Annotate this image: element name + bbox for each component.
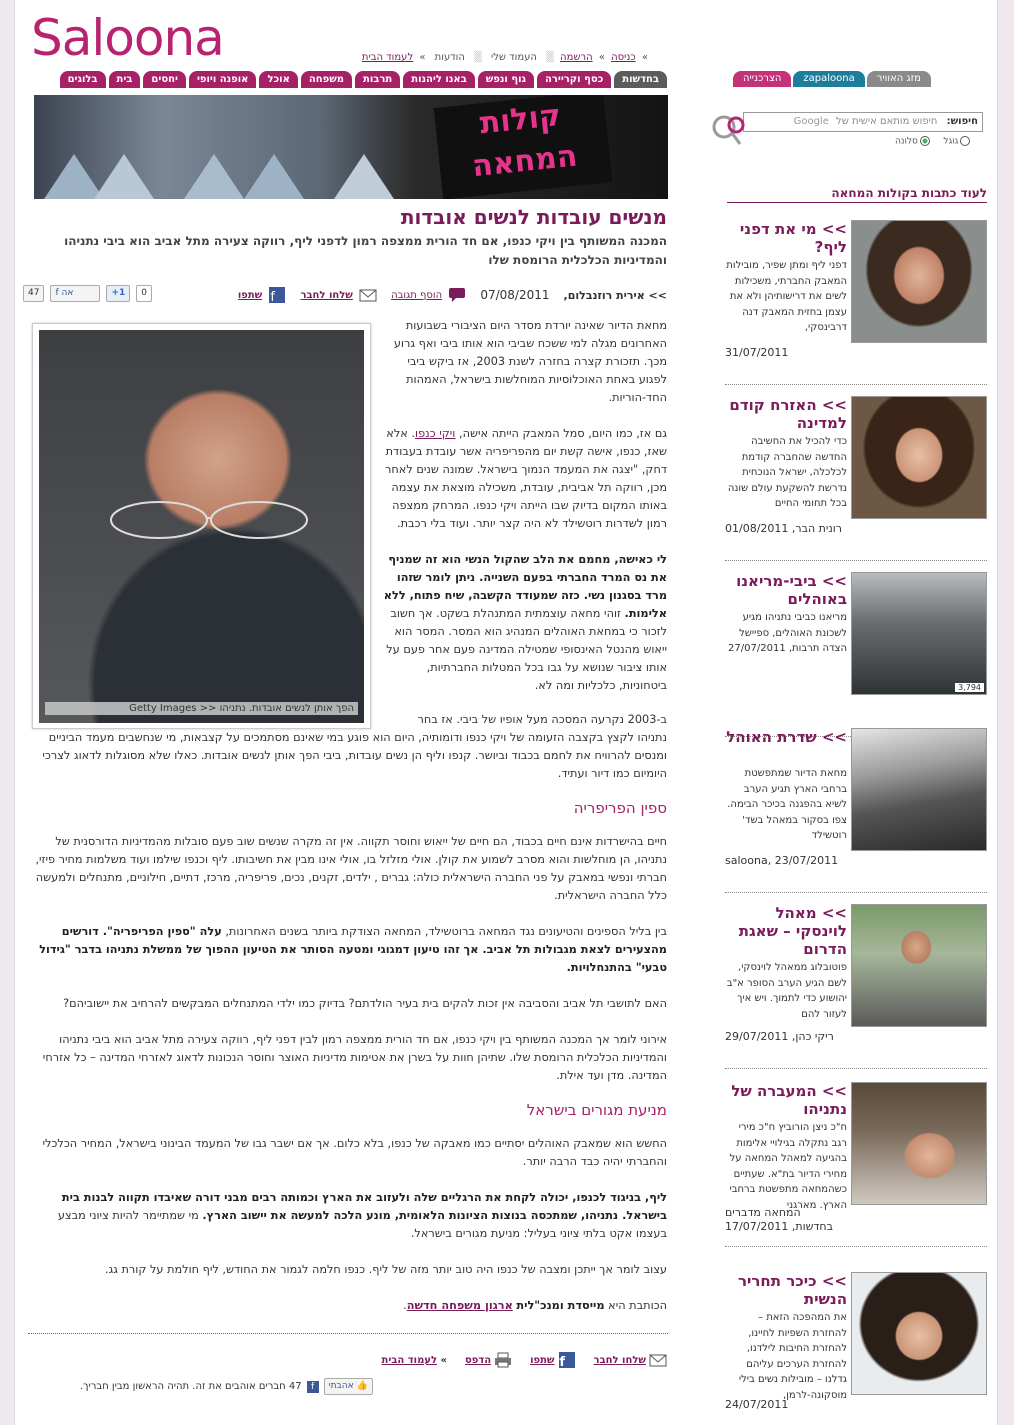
thumbnail-image [851,728,987,851]
article-title: מנשים עובדות לנשים אובדות [400,205,667,229]
paragraph: החשש הוא שמאבק האוהלים יסתיים כמו מאבקה של כנפו, בלא כלום. אך אם ישבר גבו של המעמד הבינוני בישראל, המחיר הכלכלי והחברתי יהיה כבד הרבה יותר. [42,1137,667,1168]
item-date: saloona, 23/07/2011 [725,854,839,867]
add-comment-link[interactable]: הוסף תגובה [391,287,466,303]
google-plus-button[interactable]: +1 [106,285,130,302]
tab-weather[interactable]: מזג האוויר [867,71,931,87]
article-date: 07/08/2011 [480,288,550,302]
paragraph: בין בליל הספינים והטיעונים נגד המחאה ברוטשילד, המחאה הצודקת ביותר בשנים האחרונות, עלה "ספין הפריפריה". דורשים מהצעירים לצאת מגבולות תל אביב. אך זהו טיעון דמגוגי ומטעה הסותר את הטיעון ההפוך של ממשלת נתניהו בדבר "גידול טבעי" בהתנחלויות. [39,925,667,974]
radio-saloona[interactable] [920,136,930,146]
paragraph: הכותבת היא מייסדת ומנכ"לית ארגון משפחה חדשה. [403,1299,667,1312]
sidebar-item[interactable] [725,572,987,737]
radio-google[interactable] [960,136,970,146]
breadcrumb: » כניסה » הרשמה ▒ העמוד שלי ▒ הודעות » לעמוד הבית [361,52,648,63]
envelope-icon [359,287,377,303]
paragraph: ליף, בניגוד לכנפו, יכולה לקחת את הרגליים שלה ולעזוב את הארץ וכמותה רבים מבני דורה שאיבדו תקווה לבנות בית בישראל. נתניהו, שמתכסה בנוצות הציונות הלאומית, מונע הלכה למעשה את יישוב הארץ. מי שמתיימר להיות ציוני מבצע בעצמו אקט בלתי ציוני בעליל: מניעת מגורים בישראל. [57,1191,667,1240]
bottom-home[interactable]: » לעמוד הבית [381,1354,447,1366]
item-desc: מחאת הדיור שמתפשטת ברחבי הארץ תגיע הערב לשיא בהפגנה בכיכר הבימה. צפו בסקור במאהל בשד' רוטשילד [727,768,847,841]
item-date: המחאה מדברים בחדשות, 17/07/2011 [725,1206,833,1233]
item-title[interactable]: >> המעברה של נתניהו [731,1082,847,1118]
thumbnail-image [851,396,987,519]
thumbnail-image [851,1272,987,1395]
thumbnail-image [851,220,987,343]
item-title[interactable]: >> מאהל לוינסקי – שאגת הדרום [738,904,847,958]
sidebar-item[interactable] [725,1082,987,1247]
nav-blogs[interactable]: בלוגים [60,71,106,88]
nav-family[interactable]: משפחה [301,71,352,88]
item-desc: דפני ליף ומתן שפיר, מובילות המאבק החברתי, משכילות לשים את דרישותיהן ולא את עצמן בחזית המאבק דנה דרבינסקי, [726,260,847,333]
view-count: 3,794 [955,683,984,692]
divider [28,1333,668,1334]
tab-zapaloona[interactable]: zapaloona [793,71,864,87]
paragraph: חיים בהישרדות אינם חיים בכבוד, הם חיים של ייאוש וחוסר תקווה. אין זה מקרה שנשים שוב פעם סובלות מהמדיניות הדורסנית של נתניהו, הן מוחלשות והוא מסרב לשמוע את קולן. אולי מזלזל בו, אולי אינו מבין את חשיבותו. ליף וכנפו שילמו ועוד משלמות מחיר פיזי, חברתי ונפשי במאבק על פני החברה הישראלית כולה: גברים , ילדים, זקנים, נכים, פריפריה, מרכז, דתיים, חילוניים, מתנחלים ולמעשה כלל החברה הישראלית. [35,835,667,902]
nav-fashion[interactable]: אופנה ויופי [189,71,257,88]
bottom-print[interactable]: הדפס [465,1352,512,1368]
sidebar-item[interactable] [725,904,987,1069]
protest-banner[interactable] [34,95,668,199]
right-tabs [733,71,931,87]
nav-home[interactable]: בית [109,71,141,88]
paragraph: ב-2003 נקרעה המסכה מעל אופיו של ביבי. אז בחר נתניהו לקצץ בקצבה הזעומה של ויקי כנפו ודומותיה, היום הוא פוגע במי שאינם מסתמכים על קצבאות, מי שנחשבים מעמד הביניים ומנסים להרוויח את לחמם בכבוד וביושר. קנפו וליף הן נשים עובדות, ביבי הפך אותן לנשים אובדות. כאלו שלא מסוגלות לדאוג לצרכי היומיום כמו דיור ועתיד. [42,713,667,780]
thumb-icon: 👍 [356,1381,368,1391]
item-desc: כדי להכיל את החשיבה החדשה שהחברה קודמת לכלכלה, ישראל הנוכחית נדרשת להשקעת עולם שונה בכל תחומי החיים [727,436,847,509]
article-body [27,317,667,1333]
facebook-like-button[interactable]: f אה [50,285,100,302]
bottom-share[interactable]: f שתפו [530,1352,575,1368]
nav-food[interactable]: אוכל [259,71,297,88]
comment-icon [448,287,466,303]
new-family-link[interactable]: ארגון משפחה חדשה [406,1299,513,1312]
login-link[interactable]: כניסה [611,52,636,63]
messages-link[interactable]: הודעות [434,52,465,63]
sidebar-heading: לעוד כתבות בקולות המחאה [727,186,987,203]
bottom-send-friend[interactable]: שלחו לחבר [594,1352,667,1368]
item-date: 24/07/2011 [725,1398,789,1411]
item-date: רונית הבר, 01/08/2011 [725,522,842,535]
photo-caption: הפך אותן לנשים אובדות. נתניהו << Getty Images [45,702,358,715]
item-title[interactable]: >> ביבי-מריאנו באוהלים [736,572,847,608]
bottom-actions [27,1352,667,1368]
share-link[interactable]: f שתפו [238,287,287,303]
item-desc: מריאנו כביבי נתניהו מגיע לשכונת האוהלים, ספיישל הצדה תרבות, 27/07/2011 [728,612,847,654]
paragraph: עצוב לומר אך ייתכן ומצבה של כנפו היה טוב יותר מזה של ליף. כנפו חלמה לגמור את החודש, ליף חולמת על קורת גג. [105,1263,667,1276]
paragraph: אירוני לומר אך המכנה המשותף בין ויקי כנפו, אם חד הורית ממצפה רמון לבין דפני ליף, רווקה צעירה מתל אביב הוא ביבי נתניהו והמדיניות הכלכלית הרומסת שלו. שתיהן חוות על בשרן את אטימות מדיניות האוצר וחוסר הנכונות לדאוג לאזרחי המדינה – כל אזרחי המדינה. מדן ועד אילת. [42,1033,667,1082]
separator-icon: ▒ [546,52,554,63]
nav-money-career[interactable]: כסף וקריירה [537,71,611,88]
svg-text:f: f [558,1355,565,1368]
like-button[interactable]: 👍 אהבתי [324,1378,373,1395]
printer-icon [494,1352,512,1368]
sidebar-item[interactable] [725,396,987,561]
search-input[interactable] [743,112,983,132]
item-title[interactable]: >> שדרת האוהל [726,728,847,746]
facebook-icon [268,287,286,303]
paragraph: גם אז, כמו היום, סמל המאבק הייתה אישה, ויקי כנפו. אלא שאז, כנפו, אישה קשת יום מהפריפריה אשר עובדת בעבודת דחק, "יצגה את המעמד הנמוך בישראל. שמונה שנים לאחר מכן, רווקה תל אביבית, עובדת, משכילה מוצאת את עצמה באותו המקום בדיוק שבו הייתה ויקי כנפו. המרחק ממצפה רמון לשדרות רוטשילד לא היה קצר יותר. ועוד בלי רכבת. [385,427,667,530]
saloona-logo[interactable]: Saloona [31,9,224,67]
social-buttons [23,285,152,302]
main-nav [60,71,667,88]
search-icon[interactable] [710,111,748,147]
item-date: 31/07/2011 [725,346,789,359]
page [14,0,998,1425]
separator-icon: ▒ [474,52,482,63]
send-to-friend-link[interactable]: שלחו לחבר [300,287,377,303]
tab-consumer[interactable]: הצרכנייה [733,71,791,87]
sidebar-item[interactable] [725,1272,987,1425]
section-heading: מניעת מגורים בישראל [526,1101,667,1119]
sidebar-item[interactable] [725,728,987,893]
paragraph: לי כאישה, מחמם את הלב שהקול הנשי הוא זה שמניף את נס המרד החברתי בפעם השנייה. ניתן לומר שזהו מרד בסגנון נשי. כזה שמעודד הקשבה, שיח פתוח, ללא אלימות. זוהי מחאה עוצמתית המתנהלת בשקט. אך חשוב לזכור כי במחאת האוהלים המנהיג הוא המסר. המסר הוא ייאוש מהנטל האינסופי שמטילה המדינה פעם אחר פעם על אותו ציבור שנושא על גבו בכל המטלות החברתיות, ביטחוניות, כלכליות ומה לא. [383,553,667,692]
item-title[interactable]: >> כיכר תחריר הנשית [737,1272,847,1308]
like-count: 47 [23,285,44,302]
search-placeholder: חיפוש מותאם אישית של [836,116,938,127]
paragraph: מחאת הדיור שאינה יורדת מסדר היום הציבורי בשבועות האחרונים מגלה למי ששכח שביבי הוא אותו ביבי ואף גרוע מכך. תזכורת קצרה בחזרה לשנת 2003, אז ביקש ביבי לפגוע באחת האוכלוסיות המוחלשות בישראל, האמהות החד-הוריות. [393,319,667,404]
article-subtitle: המכנה המשותף בין ויקי כנפו, אם חד הורית ממצפה רמון לדפני ליף, רווקה צעירה מתל אביב הוא ביבי נתניהו והמדיניות הכלכלית הרומסת שלו [64,234,667,267]
like-text: 47 חברים אוהבים את זה. תהיה הראשון מבין חבריך. [80,1381,302,1392]
facebook-icon: f [307,1381,319,1393]
item-title[interactable]: >> מי את דפני ליף? [739,220,847,256]
paragraph: האם לתושבי תל אביב והסביבה אין זכות להקים בית בעיר הולדתם? בדיוק כמו ילדי המתנחלים המבקשים להרחיב את יישוביהם? [63,997,667,1010]
item-title[interactable]: >> האזרח קודם למדינה [729,396,847,432]
register-link[interactable]: הרשמה [560,52,593,63]
search-options: גוגל סלונה [895,136,972,147]
sidebar-item[interactable] [725,220,987,385]
section-heading: ספין הפריפריה [573,799,667,817]
item-desc: ח"כ ניצן הורוביץ ח"כ מירי רגב נתקלה בגילויי אלימות בהגיעה למאהל המחאה על מחירי הדיור בת"א. שעתיים כשהמחאה מתפשטת ברחבי הארץ. מארגני [729,1122,847,1211]
item-desc: פוטובלוג ממאהל לוינסקי, לשם הגיע הערב הסופר א"ב יהושוע כדי לתמוך. ויש איך לעזור להם [726,962,847,1020]
banner-title: קולות המחאה [434,95,613,199]
my-page-link[interactable]: העמוד שלי [491,52,537,63]
item-desc: את המהפכה הזאת – להחזרת השפיות לחיינו, להחזרת החיבות לילדנו, להחזרת הערכים עליהם גדלנו – מובילות נשים בילי מוסקונה-לרמן, [738,1312,847,1401]
plus-count: 0 [136,285,152,302]
nav-body-soul[interactable]: גוף ונפש [478,71,534,88]
homepage-link[interactable]: לעמוד הבית [361,52,414,63]
facebook-icon [558,1352,576,1368]
thumbnail-image [851,572,987,695]
nav-culture[interactable]: תרבות [355,71,400,88]
thumbnail-image [851,1082,987,1205]
svg-text:f: f [270,290,276,303]
nav-relationships[interactable]: יחסים [143,71,186,88]
nav-fun[interactable]: באנו ליהנות [403,71,474,88]
facebook-like-bar [80,1378,373,1395]
vicky-knafo-link[interactable]: ויקי כנפו [415,427,456,440]
nav-news[interactable]: בחדשות [614,71,667,88]
google-brand: Google [793,116,829,127]
thumbnail-image [851,904,987,1027]
search-label: חיפוש: [946,116,978,127]
item-date: ריקי כהן, 29/07/2011 [725,1030,834,1043]
envelope-icon [649,1352,667,1368]
article-author[interactable]: >> אירית רוזנבלום, [563,288,667,302]
